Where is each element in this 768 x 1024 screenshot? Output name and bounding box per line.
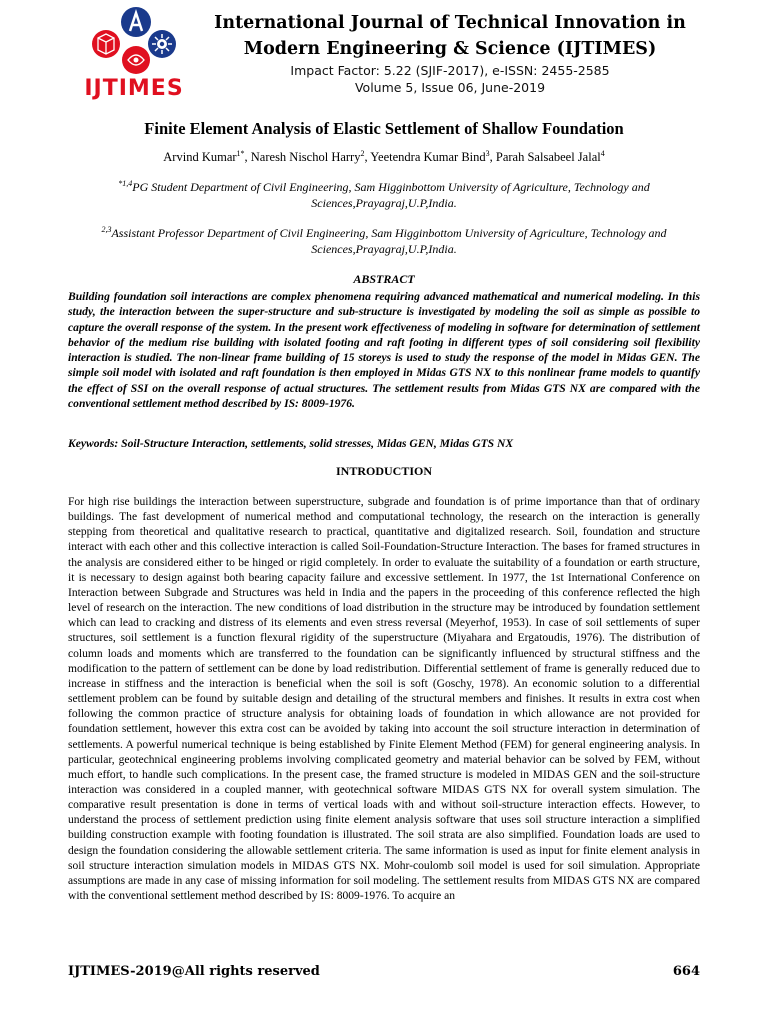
introduction-body: For high rise buildings the interaction between superstructure, subgrade and foundation is of prime importance than that of ordinary buildings. The fast development of numerical method and computational technology, the research on the interaction is generally stepping from theoretical and qualitative research to practical, quantitative and digitalized research. Soil, foundation and structure interact with each other and this collective interaction is called Soil-Foundation-Structure Interaction. The bases for framed structures in the analysis are considered either to be hinged or rigid completely. In order to evaluate the suitability of a foundation or earth structure, it is necessary to design against both bearing capacity failure and excessive settlement. In 1977, the 1st International Conference on Interaction between Subgrade and Structures was held in India and the papers in the proceeding of this conference reflected the high level of research on the interaction. The new conditions of load distribution in the structure may be introduced by foundation settlement which can lead to cracking and distress of its elements and even stress reversal (Meyerhof, 1953). In case of soil settlements of super structures, soil settlement is a function flexural rigidity of the superstructure (Miyahara and Ergatoudis, 1976). The distribution of column loads and moments which are transferred to the foundation can be significantly influenced by structural stiffness and the modification to the pattern of settlement can be done by load redistribution. Differential settlement of frame is generally reduced due to increase in stiffness and the interaction is beneficial when the soil is soft (Goschy, 1978). An economic solution to a differential settlement problem can be found by suitable design and detailing of the structural members and finishes. It results in extra cost when following the common practice of structure analysis for obtaining loads of foundation in which allowance are not provided for foundation settlement, however this extra cost can be avoided by taking into account the soil structure interaction in determination of settlements. A powerful numerical technique is being established by Finite Element Method (FEM) for general engineering analysis. In particular, geotechnical engineering problems involving complicated geometry and material behavior can be solved by FEM, without much effort, to handle such complications. In the present case, the framed structure is modeled in MIDAS GEN and the soil-structure interaction was considered in a coupled manner, with geotechnical software MIDAS GTS NX for overall system simulation. The comparative result presentation is done in terms of vertical loads with and without soil-structure interaction effects. However, to understand the process of settlement prediction using finite element analysis software that uses soil structure interaction a simplified building construction example with footing foundation is illustrated. The soil strata are also simplified. Foundation loads are used to design the foundation considering the allowable settlement criteria. The same information is used as input for finite element analysis in soil structure interaction simulation models in MIDAS GTS NX. Mohr-coulomb soil model is used for soil simulation. Appropriate assumptions are made in any case of missing information for soil modeling. The settlement results from MIDAS GTS NX are compared with the conventional settlement method described by IS: 8009-1976. To acquire an	[68, 496, 700, 903]
author-sup: 1*	[236, 148, 245, 158]
abstract-body: Building foundation soil interactions are complex phenomena requiring advanced mathematical and numerical modeling. In this study, the interaction between the super-structure and sub-structure is investigated by modeling the soil as simple as possible to capture the overall response of the system. In the present work effectiveness of modeling in software for determination of settlement behavior of the medium rise building with isolated footing and raft footing in different types of soil considering soil flexibility interaction is studied. The non-linear frame building of 15 storeys is used to study the response of the model in Midas GEN. The simple soil model with isolated and raft foundation is then employed in Midas GTS NX to this nonlinear frame models to quantify the effect of SSI on the overall response of actual structures. The settlement results from Midas GTS NX are compared with the conventional settlement method described by IS: 8009-1976.	[68, 290, 700, 411]
impact-factor-line: Impact Factor: 5.22 (SJIF-2017), e-ISSN: 2455-2585	[290, 63, 610, 78]
abstract-heading: ABSTRACT	[353, 272, 415, 286]
author-name: Parah Salsabeel Jalal	[495, 150, 601, 164]
journal-title: International Journal of Technical Innovation in Modern Engineering & Science (IJTIMES)	[214, 13, 686, 59]
affiliation	[96, 180, 672, 211]
footer-copyright: IJTIMES-2019@All rights reserved	[68, 964, 320, 979]
affiliation-text: PG Student Department of Civil Engineering, Sam Higginbottom University of Agriculture, Technology and Sciences,Prayagraj,U.P,India.	[132, 180, 650, 210]
affiliation	[96, 226, 672, 257]
paper-title: Finite Element Analysis of Elastic Settlement of Shallow Foundation	[144, 119, 624, 138]
journal-logo	[84, 4, 184, 100]
keywords: Keywords: Soil-Structure Interaction, settlements, solid stresses, Midas GEN, Midas GTS NX	[68, 437, 514, 450]
author-name: Yeetendra Kumar Bind	[370, 150, 486, 164]
journal-meta	[190, 62, 710, 96]
page-number: 664	[672, 964, 700, 979]
author-name: Naresh Nischol Harry	[250, 150, 361, 164]
author-list: Arvind Kumar$^{1*}$, Naresh Nischol Harry$^2$, Yeetendra Kumar Bind$^3$, Parah Salsabeel Jalal$^4$	[163, 148, 605, 164]
issue-line: Volume 5, Issue 06, June-2019	[354, 80, 546, 95]
author-sup: 3	[485, 148, 490, 158]
affiliation-sup: *1,4	[118, 179, 133, 188]
affiliation-sup: 2,3	[101, 225, 112, 234]
logo-emblem-icon	[84, 4, 184, 78]
author-sup: 4	[600, 148, 605, 158]
logo-wordmark: IJTIMES	[84, 76, 184, 101]
affiliation-text: Assistant Professor Department of Civil Engineering, Sam Higginbottom University of Agriculture, Technology and Sciences,Prayagraj,U.P,India.	[111, 226, 667, 256]
author-sup: 2	[360, 148, 365, 158]
introduction-heading: INTRODUCTION	[335, 464, 432, 478]
author-name: Arvind Kumar	[163, 150, 237, 164]
